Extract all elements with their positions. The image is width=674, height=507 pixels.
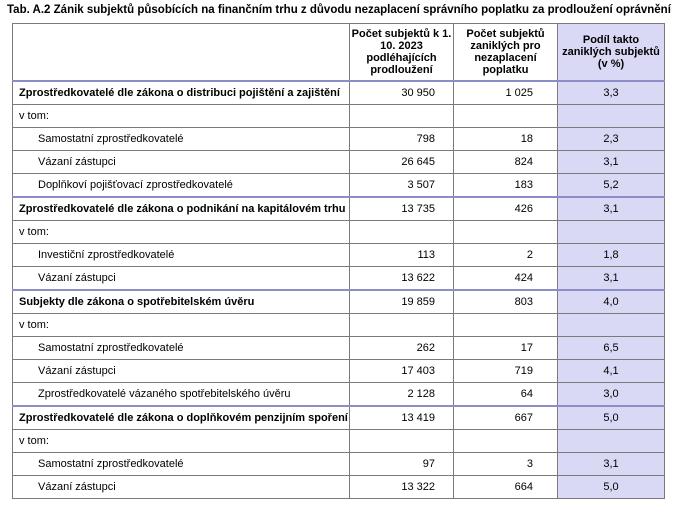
row-count: 3 507 [350,174,454,198]
data-table [12,23,665,499]
row-label: Vázaní zástupci [13,476,350,499]
row-count: 17 403 [350,360,454,383]
row-share [558,430,665,453]
row-ceased: 719 [454,360,558,383]
row-label: Samostatní zprostředkovatelé [13,128,350,151]
row-count: 13 735 [350,197,454,221]
row-label: v tom: [13,314,350,337]
row-ceased: 18 [454,128,558,151]
header-label [13,24,350,82]
row-label: Vázaní zástupci [13,151,350,174]
row-count [350,314,454,337]
row-ceased: 426 [454,197,558,221]
table-row [13,383,665,407]
row-ceased: 2 [454,244,558,267]
row-ceased [454,105,558,128]
row-label: v tom: [13,221,350,244]
row-count: 19 859 [350,290,454,314]
row-ceased: 667 [454,406,558,430]
row-count: 26 645 [350,151,454,174]
row-label: Vázaní zástupci [13,267,350,291]
row-count [350,430,454,453]
table-row [13,151,665,174]
row-label: Doplňkoví pojišťovací zprostředkovatelé [13,174,350,198]
row-label: v tom: [13,430,350,453]
row-share [558,314,665,337]
header-count: Počet subjektů k 1. 10. 2023 podléhajících prodloužení [350,24,454,82]
row-count: 798 [350,128,454,151]
table-row [13,244,665,267]
row-ceased: 803 [454,290,558,314]
row-share: 5,0 [558,476,665,499]
row-ceased: 183 [454,174,558,198]
table-title: Tab. A.2 Zánik subjektů působících na finančním trhu z důvodu nezaplacení správního poplatku za prodloužení oprávnění [7,4,671,16]
row-label: Investiční zprostředkovatelé [13,244,350,267]
row-count: 13 322 [350,476,454,499]
row-count: 30 950 [350,81,454,105]
table-row [13,453,665,476]
row-share: 5,0 [558,406,665,430]
header-share: Podíl takto zaniklých subjektů (v %) [558,24,665,82]
row-count: 13 622 [350,267,454,291]
table-row [13,221,665,244]
row-share: 3,1 [558,151,665,174]
row-count: 113 [350,244,454,267]
row-count: 2 128 [350,383,454,407]
row-count [350,105,454,128]
row-count: 97 [350,453,454,476]
row-count: 262 [350,337,454,360]
row-ceased [454,221,558,244]
row-share: 6,5 [558,337,665,360]
table-row [13,174,665,198]
row-count [350,221,454,244]
row-share: 5,2 [558,174,665,198]
row-count: 13 419 [350,406,454,430]
row-share: 3,1 [558,197,665,221]
row-share: 3,1 [558,453,665,476]
table-row [13,406,665,430]
table-row [13,105,665,128]
row-label: Zprostředkovatelé dle zákona o distribuci pojištění a zajištění [13,81,350,105]
row-share [558,105,665,128]
row-ceased: 64 [454,383,558,407]
table-row [13,337,665,360]
table-row [13,314,665,337]
table-row [13,476,665,499]
table-row [13,360,665,383]
table-row [13,267,665,291]
row-share: 4,0 [558,290,665,314]
header-ceased: Počet subjektů zaniklých pro nezaplacení poplatku [454,24,558,82]
row-label: Vázaní zástupci [13,360,350,383]
row-ceased: 824 [454,151,558,174]
row-ceased: 17 [454,337,558,360]
table-row [13,197,665,221]
row-label: Zprostředkovatelé dle zákona o doplňkovém penzijním spoření [13,406,350,430]
row-label: Zprostředkovatelé vázaného spotřebitelského úvěru [13,383,350,407]
row-label: Samostatní zprostředkovatelé [13,337,350,360]
table-row [13,290,665,314]
table-row [13,128,665,151]
row-ceased: 664 [454,476,558,499]
row-share: 2,3 [558,128,665,151]
row-share: 3,0 [558,383,665,407]
row-ceased: 1 025 [454,81,558,105]
header-row [13,24,665,82]
row-ceased [454,430,558,453]
row-share: 3,1 [558,267,665,291]
row-share: 3,3 [558,81,665,105]
row-label: Zprostředkovatelé dle zákona o podnikání na kapitálovém trhu [13,197,350,221]
row-ceased [454,314,558,337]
row-ceased: 424 [454,267,558,291]
row-share: 1,8 [558,244,665,267]
row-ceased: 3 [454,453,558,476]
table-row [13,430,665,453]
row-share [558,221,665,244]
row-label: Samostatní zprostředkovatelé [13,453,350,476]
table-row [13,81,665,105]
row-share: 4,1 [558,360,665,383]
row-label: Subjekty dle zákona o spotřebitelském úvěru [13,290,350,314]
row-label: v tom: [13,105,350,128]
